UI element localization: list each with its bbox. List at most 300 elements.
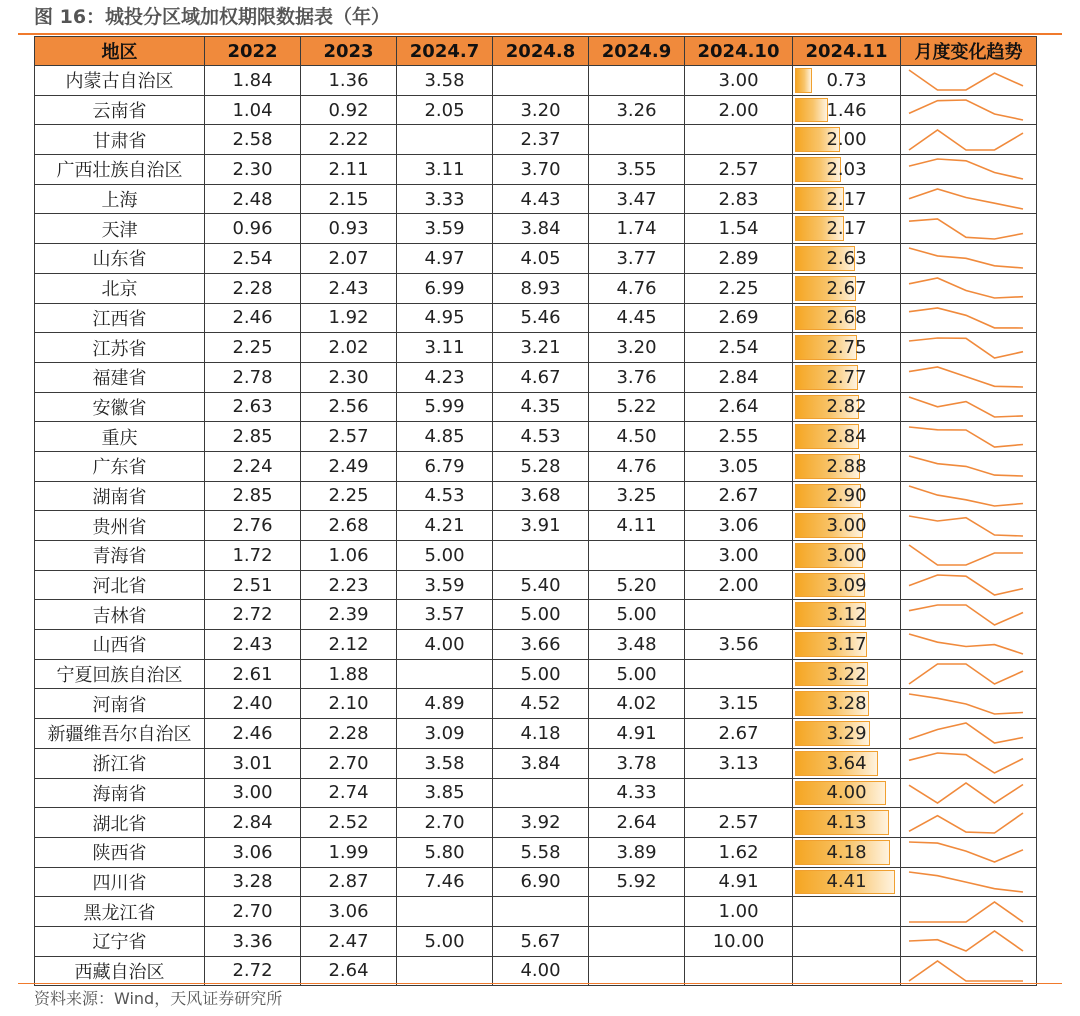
- value-cell-m10: 2.84: [685, 362, 793, 392]
- value-cell-y2022: 3.06: [205, 837, 301, 867]
- value-cell-m9: 3.47: [589, 184, 685, 214]
- value-cell-m10: 2.55: [685, 422, 793, 452]
- value-cell-y2023: 2.43: [301, 273, 397, 303]
- trend-cell: [901, 155, 1037, 185]
- trend-sparkline: [901, 335, 1031, 361]
- value-cell-m9: 5.22: [589, 392, 685, 422]
- value-cell-m10: [685, 125, 793, 155]
- table-row: [35, 748, 1037, 778]
- table-row: [35, 867, 1037, 897]
- value-cell-m8: 4.52: [493, 689, 589, 719]
- value-cell-m10: 2.54: [685, 333, 793, 363]
- region-cell: 河南省: [35, 689, 205, 719]
- table-row: [35, 897, 1037, 927]
- value-cell-y2023: 1.99: [301, 837, 397, 867]
- trend-sparkline: [901, 602, 1031, 628]
- value-cell-m11: [793, 956, 901, 986]
- trend-line: [909, 605, 1023, 625]
- value-cell-y2022: 2.48: [205, 184, 301, 214]
- value-cell-m11: [793, 541, 901, 571]
- trend-line: [909, 248, 1023, 268]
- value-cell-y2022: 2.85: [205, 481, 301, 511]
- value-cell-m8: [493, 66, 589, 96]
- trend-sparkline: [901, 127, 1031, 153]
- trend-cell: [901, 659, 1037, 689]
- region-cell: 海南省: [35, 778, 205, 808]
- value-cell-y2022: 2.25: [205, 333, 301, 363]
- value-cell-m8: 5.00: [493, 659, 589, 689]
- region-cell: 江西省: [35, 303, 205, 333]
- value-cell-m11: [793, 897, 901, 927]
- value-cell-m9: 3.26: [589, 95, 685, 125]
- value-cell-m8: 3.84: [493, 748, 589, 778]
- bar-value: 3.09: [826, 574, 867, 596]
- value-cell-m11: [793, 630, 901, 660]
- trend-cell: [901, 600, 1037, 630]
- value-cell-m8: 8.93: [493, 273, 589, 303]
- trend-cell: [901, 333, 1037, 363]
- trend-line: [909, 397, 1023, 417]
- value-cell-m9: [589, 541, 685, 571]
- value-cell-m7: 4.00: [397, 630, 493, 660]
- trend-cell: [901, 362, 1037, 392]
- table-row: [35, 95, 1037, 125]
- trend-sparkline: [901, 631, 1031, 657]
- bar-value: 3.29: [826, 722, 867, 744]
- value-cell-m9: 5.00: [589, 600, 685, 630]
- value-cell-m11: [793, 659, 901, 689]
- trend-line: [909, 308, 1023, 328]
- value-cell-m10: 2.67: [685, 481, 793, 511]
- header-2024-9: 2024.9: [589, 37, 685, 66]
- value-cell-m11: [793, 689, 901, 719]
- value-cell-y2023: 3.06: [301, 897, 397, 927]
- trend-line: [909, 634, 1023, 654]
- value-cell-m9: 5.92: [589, 867, 685, 897]
- value-cell-m8: 3.68: [493, 481, 589, 511]
- trend-cell: [901, 66, 1037, 96]
- trend-sparkline: [901, 424, 1031, 450]
- value-cell-m11: [793, 214, 901, 244]
- value-cell-y2022: 2.28: [205, 273, 301, 303]
- value-cell-m7: 4.95: [397, 303, 493, 333]
- trend-line: [909, 486, 1023, 506]
- trend-sparkline: [901, 572, 1031, 598]
- value-cell-m8: 5.67: [493, 926, 589, 956]
- bar-value: 2.00: [826, 129, 867, 151]
- bar-value: 2.84: [826, 426, 867, 448]
- trend-cell: [901, 95, 1037, 125]
- trend-line: [909, 159, 1023, 179]
- trend-sparkline: [901, 245, 1031, 271]
- value-cell-m11: [793, 867, 901, 897]
- value-cell-m9: 4.76: [589, 273, 685, 303]
- bar-value: 2.77: [826, 366, 867, 388]
- value-cell-y2022: 3.00: [205, 778, 301, 808]
- value-cell-y2023: 2.74: [301, 778, 397, 808]
- region-cell: 新疆维吾尔自治区: [35, 719, 205, 749]
- value-cell-m7: 2.70: [397, 808, 493, 838]
- trend-line: [909, 783, 1023, 803]
- value-cell-m10: 2.00: [685, 570, 793, 600]
- figure-title: 图 16：城投分区域加权期限数据表（年）: [34, 6, 391, 28]
- value-cell-m8: 4.35: [493, 392, 589, 422]
- trend-cell: [901, 748, 1037, 778]
- trend-cell: [901, 481, 1037, 511]
- value-cell-m11: [793, 719, 901, 749]
- value-cell-y2023: 2.30: [301, 362, 397, 392]
- value-cell-y2022: 2.24: [205, 451, 301, 481]
- trend-cell: [901, 867, 1037, 897]
- value-cell-m9: 3.55: [589, 155, 685, 185]
- bar-value: 3.64: [826, 752, 867, 774]
- value-cell-y2022: 1.84: [205, 66, 301, 96]
- value-cell-y2023: 1.88: [301, 659, 397, 689]
- header-2024-10: 2024.10: [685, 37, 793, 66]
- value-cell-m7: 3.57: [397, 600, 493, 630]
- value-cell-m10: 10.00: [685, 926, 793, 956]
- value-cell-m10: [685, 600, 793, 630]
- trend-sparkline: [901, 483, 1031, 509]
- trend-cell: [901, 511, 1037, 541]
- value-cell-m9: 4.45: [589, 303, 685, 333]
- region-cell: 内蒙古自治区: [35, 66, 205, 96]
- trend-sparkline: [901, 97, 1031, 123]
- value-cell-m11: [793, 303, 901, 333]
- table-row: [35, 511, 1037, 541]
- table-row: [35, 155, 1037, 185]
- trend-cell: [901, 778, 1037, 808]
- value-cell-m10: 2.64: [685, 392, 793, 422]
- value-cell-m7: 5.80: [397, 837, 493, 867]
- trend-sparkline: [901, 958, 1031, 984]
- region-cell: 天津: [35, 214, 205, 244]
- value-cell-y2023: 2.64: [301, 956, 397, 986]
- table-row: [35, 570, 1037, 600]
- value-cell-m7: [397, 659, 493, 689]
- value-cell-m11: [793, 125, 901, 155]
- trend-cell: [901, 303, 1037, 333]
- trend-cell: [901, 837, 1037, 867]
- bar-value: 2.82: [826, 396, 867, 418]
- bar-value: 2.75: [826, 337, 867, 359]
- value-cell-m10: 3.00: [685, 541, 793, 571]
- region-cell: 福建省: [35, 362, 205, 392]
- trend-sparkline: [901, 691, 1031, 717]
- trend-line: [909, 516, 1023, 536]
- value-cell-m11: [793, 392, 901, 422]
- value-cell-m7: [397, 125, 493, 155]
- region-cell: 四川省: [35, 867, 205, 897]
- table-row: [35, 451, 1037, 481]
- value-cell-y2023: 2.12: [301, 630, 397, 660]
- value-cell-y2022: 2.72: [205, 600, 301, 630]
- table-row: [35, 689, 1037, 719]
- bar-value: 4.18: [826, 841, 867, 863]
- value-cell-y2022: 2.70: [205, 897, 301, 927]
- bar-value: 3.22: [826, 663, 867, 685]
- table-row: [35, 333, 1037, 363]
- table-row: [35, 600, 1037, 630]
- table-row: [35, 392, 1037, 422]
- value-cell-y2022: 2.43: [205, 630, 301, 660]
- value-cell-y2022: 0.96: [205, 214, 301, 244]
- value-cell-m9: 3.25: [589, 481, 685, 511]
- value-cell-y2023: 2.57: [301, 422, 397, 452]
- value-cell-y2022: 2.40: [205, 689, 301, 719]
- region-cell: 湖南省: [35, 481, 205, 511]
- value-cell-m8: 5.40: [493, 570, 589, 600]
- region-cell: 吉林省: [35, 600, 205, 630]
- bar-value: 2.17: [826, 188, 867, 210]
- trend-sparkline: [901, 156, 1031, 182]
- value-cell-y2023: 0.92: [301, 95, 397, 125]
- value-cell-m11: [793, 600, 901, 630]
- value-cell-m7: 3.59: [397, 214, 493, 244]
- value-cell-m8: [493, 897, 589, 927]
- value-cell-m10: 3.56: [685, 630, 793, 660]
- value-cell-y2023: 2.49: [301, 451, 397, 481]
- bar-value: 2.90: [826, 485, 867, 507]
- bar-value: 4.13: [826, 812, 867, 834]
- value-cell-m7: 4.23: [397, 362, 493, 392]
- value-cell-m9: [589, 897, 685, 927]
- bottom-rule: [18, 983, 1062, 984]
- region-cell: 北京: [35, 273, 205, 303]
- value-cell-m11: [793, 333, 901, 363]
- trend-sparkline: [901, 364, 1031, 390]
- value-cell-y2022: 3.28: [205, 867, 301, 897]
- data-table: [34, 36, 1037, 986]
- region-cell: 云南省: [35, 95, 205, 125]
- table-row: [35, 273, 1037, 303]
- value-cell-y2023: 2.11: [301, 155, 397, 185]
- value-cell-m7: 3.11: [397, 333, 493, 363]
- table-row: [35, 541, 1037, 571]
- value-cell-y2022: 1.72: [205, 541, 301, 571]
- value-cell-m10: 2.83: [685, 184, 793, 214]
- value-cell-m11: [793, 422, 901, 452]
- header-region: 地区: [35, 37, 205, 66]
- value-cell-m10: 2.00: [685, 95, 793, 125]
- value-cell-m7: 3.33: [397, 184, 493, 214]
- trend-sparkline: [901, 186, 1031, 212]
- value-cell-y2023: 1.06: [301, 541, 397, 571]
- value-cell-m9: 2.64: [589, 808, 685, 838]
- trend-line: [909, 872, 1023, 892]
- bar-value: 4.00: [826, 782, 867, 804]
- value-cell-y2022: 2.46: [205, 719, 301, 749]
- trend-cell: [901, 897, 1037, 927]
- value-cell-m7: 3.11: [397, 155, 493, 185]
- bar-value: 2.17: [826, 218, 867, 240]
- trend-cell: [901, 541, 1037, 571]
- region-cell: 湖北省: [35, 808, 205, 838]
- trend-line: [909, 456, 1023, 476]
- value-cell-y2023: 2.56: [301, 392, 397, 422]
- table-row: [35, 362, 1037, 392]
- value-cell-m11: [793, 451, 901, 481]
- trend-line: [909, 189, 1023, 209]
- trend-sparkline: [901, 928, 1031, 954]
- trend-line: [909, 664, 1023, 684]
- trend-line: [909, 931, 1023, 951]
- value-cell-m9: 4.76: [589, 451, 685, 481]
- value-cell-m10: 1.00: [685, 897, 793, 927]
- value-cell-y2023: 2.07: [301, 244, 397, 274]
- trend-cell: [901, 570, 1037, 600]
- trend-line: [909, 813, 1023, 833]
- value-cell-m11: [793, 778, 901, 808]
- value-cell-m8: 3.66: [493, 630, 589, 660]
- trend-sparkline: [901, 720, 1031, 746]
- header-2024-7: 2024.7: [397, 37, 493, 66]
- header-2024-11: 2024.11: [793, 37, 901, 66]
- value-cell-m10: 2.67: [685, 719, 793, 749]
- value-cell-y2023: 2.10: [301, 689, 397, 719]
- value-cell-m7: [397, 956, 493, 986]
- value-cell-m10: 3.00: [685, 66, 793, 96]
- bar-value: 3.17: [826, 633, 867, 655]
- header-2023: 2023: [301, 37, 397, 66]
- value-cell-y2022: 2.84: [205, 808, 301, 838]
- bar-value: 2.68: [826, 307, 867, 329]
- value-cell-y2022: 2.78: [205, 362, 301, 392]
- trend-sparkline: [901, 810, 1031, 836]
- value-cell-y2023: 2.02: [301, 333, 397, 363]
- value-cell-m7: 4.53: [397, 481, 493, 511]
- value-cell-m11: [793, 511, 901, 541]
- bar-value: 3.12: [826, 604, 867, 626]
- trend-line: [909, 338, 1023, 358]
- value-cell-y2022: 2.58: [205, 125, 301, 155]
- value-cell-m9: 4.33: [589, 778, 685, 808]
- value-cell-y2023: 2.23: [301, 570, 397, 600]
- region-cell: 宁夏回族自治区: [35, 659, 205, 689]
- bar-value: 3.28: [826, 693, 867, 715]
- trend-cell: [901, 630, 1037, 660]
- value-cell-m7: 4.97: [397, 244, 493, 274]
- value-cell-m10: [685, 956, 793, 986]
- value-cell-m9: [589, 66, 685, 96]
- value-cell-m7: 5.99: [397, 392, 493, 422]
- value-cell-y2022: 2.76: [205, 511, 301, 541]
- value-cell-m10: 1.54: [685, 214, 793, 244]
- region-cell: 山东省: [35, 244, 205, 274]
- table-row: [35, 956, 1037, 986]
- value-cell-m11: [793, 837, 901, 867]
- region-cell: 西藏自治区: [35, 956, 205, 986]
- header-2022: 2022: [205, 37, 301, 66]
- table-row: [35, 808, 1037, 838]
- bar-value: 2.03: [826, 158, 867, 180]
- value-cell-m11: [793, 244, 901, 274]
- region-cell: 广东省: [35, 451, 205, 481]
- value-cell-m11: [793, 66, 901, 96]
- trend-sparkline: [901, 750, 1031, 776]
- value-cell-m9: 3.89: [589, 837, 685, 867]
- trend-line: [909, 902, 1023, 922]
- trend-line: [909, 130, 1023, 150]
- value-cell-m9: 4.91: [589, 719, 685, 749]
- value-cell-m8: 5.28: [493, 451, 589, 481]
- table-row: [35, 837, 1037, 867]
- trend-sparkline: [901, 542, 1031, 568]
- value-cell-m8: [493, 778, 589, 808]
- value-cell-m8: 2.37: [493, 125, 589, 155]
- trend-line: [909, 427, 1023, 447]
- region-cell: 江苏省: [35, 333, 205, 363]
- region-cell: 辽宁省: [35, 926, 205, 956]
- value-cell-m10: [685, 778, 793, 808]
- value-cell-m7: 6.99: [397, 273, 493, 303]
- value-cell-m9: 3.48: [589, 630, 685, 660]
- region-cell: 广西壮族自治区: [35, 155, 205, 185]
- trend-sparkline: [901, 661, 1031, 687]
- value-cell-y2023: 2.25: [301, 481, 397, 511]
- region-cell: 甘肃省: [35, 125, 205, 155]
- value-cell-y2023: 2.52: [301, 808, 397, 838]
- value-cell-m9: [589, 125, 685, 155]
- bar-value: 3.00: [826, 515, 867, 537]
- value-cell-m10: 2.25: [685, 273, 793, 303]
- value-cell-m8: 4.43: [493, 184, 589, 214]
- value-cell-m7: 3.09: [397, 719, 493, 749]
- value-cell-m10: 2.57: [685, 155, 793, 185]
- bar-value: 0.73: [826, 69, 867, 91]
- trend-sparkline: [901, 305, 1031, 331]
- value-cell-m11: [793, 926, 901, 956]
- trend-cell: [901, 214, 1037, 244]
- trend-cell: [901, 808, 1037, 838]
- value-cell-m9: 4.11: [589, 511, 685, 541]
- value-cell-m7: 6.79: [397, 451, 493, 481]
- value-cell-m9: [589, 926, 685, 956]
- value-cell-m8: 3.20: [493, 95, 589, 125]
- value-cell-m10: 1.62: [685, 837, 793, 867]
- trend-cell: [901, 719, 1037, 749]
- value-cell-m8: 4.53: [493, 422, 589, 452]
- value-cell-m11: [793, 273, 901, 303]
- value-cell-y2023: 2.87: [301, 867, 397, 897]
- table-row: [35, 125, 1037, 155]
- trend-cell: [901, 244, 1037, 274]
- trend-line: [909, 575, 1023, 595]
- trend-line: [909, 545, 1023, 565]
- value-cell-m10: 2.57: [685, 808, 793, 838]
- trend-line: [909, 753, 1023, 773]
- value-cell-y2023: 2.47: [301, 926, 397, 956]
- value-cell-m7: 3.58: [397, 748, 493, 778]
- source-note: 资料来源：Wind，天风证券研究所: [34, 989, 283, 1008]
- value-cell-m7: 2.05: [397, 95, 493, 125]
- trend-sparkline: [901, 899, 1031, 925]
- value-cell-m7: [397, 897, 493, 927]
- region-cell: 陕西省: [35, 837, 205, 867]
- trend-line: [909, 694, 1023, 714]
- value-cell-y2023: 2.28: [301, 719, 397, 749]
- value-cell-m11: [793, 748, 901, 778]
- trend-sparkline: [901, 275, 1031, 301]
- table-row: [35, 481, 1037, 511]
- value-cell-m11: [793, 95, 901, 125]
- data-bar: [795, 98, 828, 123]
- trend-line: [909, 842, 1023, 862]
- value-cell-m8: 6.90: [493, 867, 589, 897]
- value-cell-y2022: 2.51: [205, 570, 301, 600]
- trend-cell: [901, 392, 1037, 422]
- trend-sparkline: [901, 869, 1031, 895]
